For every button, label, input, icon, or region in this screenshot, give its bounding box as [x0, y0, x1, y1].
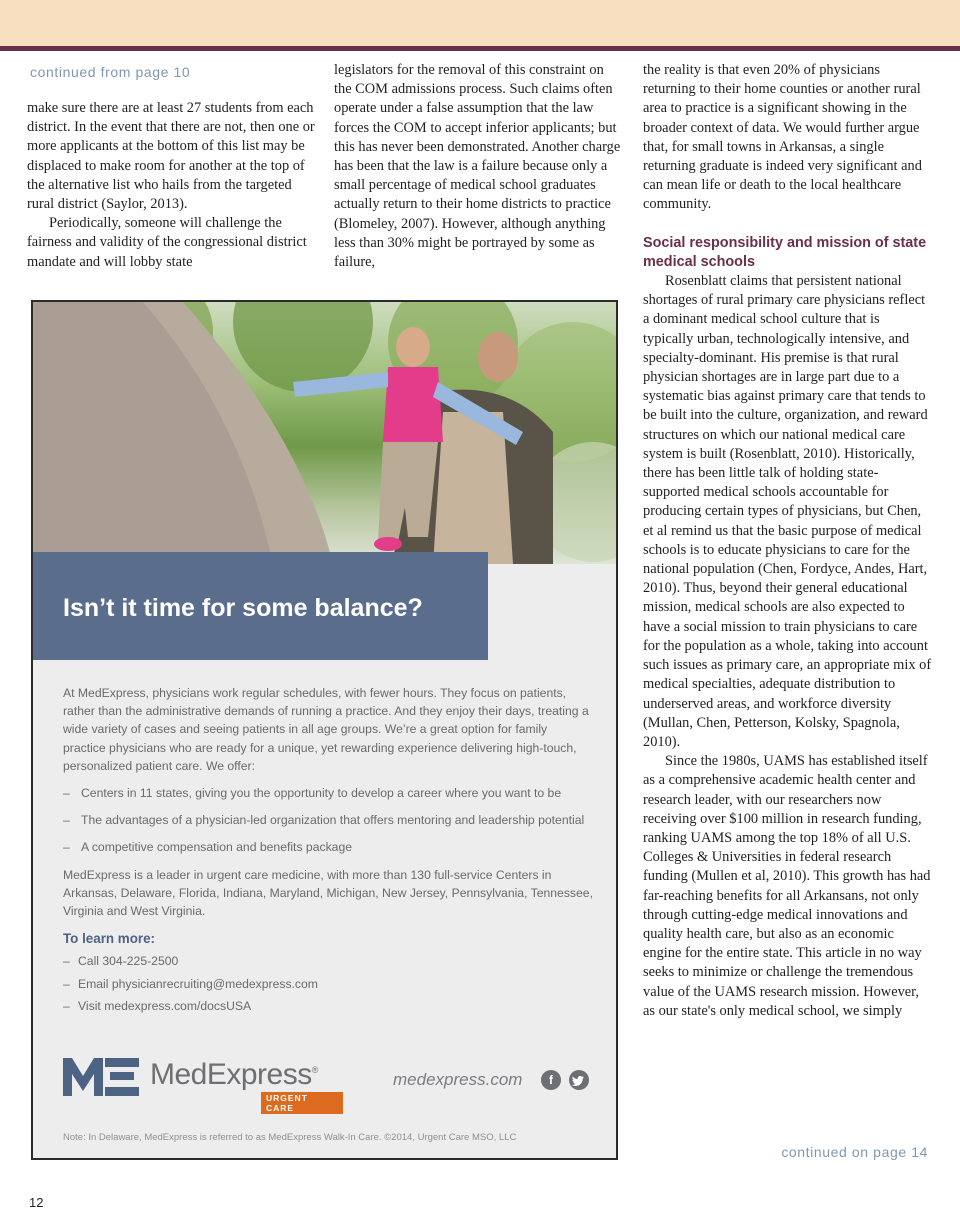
- list-item: – The advantages of a physician-led organization that offers mentoring and leadership potential: [63, 811, 593, 829]
- contact-list: [63, 952, 593, 1015]
- paragraph: the reality is that even 20% of physicians returning to their home counties or another rural area to practice is a significant showing in the broader context of data. We would further argue that, for small towns in Arkansas, a single returning graduate is indeed very significant and can mean life or death to the local healthcare community.: [643, 62, 922, 213]
- article-column-1: [27, 61, 315, 272]
- facebook-icon[interactable]: f: [541, 1070, 561, 1090]
- paragraph: Since the 1980s, UAMS has established itself as a comprehensive academic health center and research leader, with our researchers now receiving over $100 million in research funding, ranking UAMS among the top 18% of all U.S. Colleges & Universities in federal research funding (Mullen et al, 2010). This growth has had far-reaching benefits for all Arkansans, not only through cutting-edge medical innovations and quality health care, but also as an economic engine for the entire state. This article in no way seeks to minimize or challenge the tremendous value of the UAMS research mission. However, as our state's only medical school, we simply: [643, 753, 931, 1019]
- ad-intro-text: At MedExpress, physicians work regular schedules, with fewer hours. They focus on patients, rather than the administrative demands of running a practice. And they enjoy their days, treating a wide variety of cases and seeing patients in all age groups. We’re a great option for family practice physicians who are ready for a unique, yet rewarding experience delivering high-touch, personalized patient care. We offer:: [63, 686, 589, 773]
- logo-tagline: URGENT CARE: [261, 1092, 343, 1114]
- ad-company-info: MedExpress is a leader in urgent care medicine, with more than 130 full-service Centers in Arkansas, Delaware, Florida, Indiana, Maryland, Michigan, New Jersey, Pennsylvania, Tennessee, Virginia and West Virginia.: [63, 867, 593, 919]
- section-heading: Social responsibility and mission of state medical schools: [643, 234, 927, 270]
- paragraph: legislators for the removal of this constraint on the COM admissions process. Such claims often operate under a false assumption that the law forces the COM to accept inferior applicants; but this has never been demonstrated. Another charge has been that the law is a failure because only a small percentage of medical school graduates actually return to their home districts to practice (Blomeley, 2007). However, although anything less than 30% might be portrayed by some as failure,: [334, 62, 621, 271]
- learn-more-heading: To learn more:: [63, 931, 156, 947]
- continued-on-label: continued on page 14: [781, 1144, 928, 1160]
- medexpress-logo: [63, 1056, 343, 1113]
- twitter-icon[interactable]: [569, 1070, 589, 1090]
- ad-headline: Isn’t it time for some balance?: [63, 594, 423, 622]
- contact-phone[interactable]: – Call 304-225-2500: [63, 952, 593, 970]
- paragraph: Periodically, someone will challenge the fairness and validity of the congressional district mandate and will lobby state: [27, 215, 307, 270]
- ad-photo-illustration: [33, 302, 616, 564]
- registered-mark: ®: [311, 1065, 318, 1075]
- list-item: – A competitive compensation and benefits package: [63, 838, 593, 856]
- logo-wordmark: [150, 1058, 318, 1092]
- paragraph: make sure there are at least 27 students from each district. In the event that there are not, then one or more applicants at the bottom of this list may be displaced to make room for another at the top of the alternative list who hails from the targeted rural district (Saylor, 2013).: [27, 100, 315, 213]
- article-column-3: [643, 61, 933, 1021]
- ad-footnote: Note: In Delaware, MedExpress is referred to as MedExpress Walk-In Care. ©2014, Urgent Care MSO, LLC: [63, 1132, 517, 1143]
- contact-website[interactable]: – Visit medexpress.com/docsUSA: [63, 997, 593, 1015]
- continued-from-label: continued from page 10: [30, 64, 191, 80]
- ad-website-link[interactable]: medexpress.com: [393, 1070, 523, 1089]
- paragraph: Rosenblatt claims that persistent national shortages of rural primary care physicians reflect a dominant medical school culture that is typically urban, technologically intensive, and specialty-dominant. His premise is that rural physician shortages are in large part due to a systematic bias against primary care that tends to be built into the culture, organization, and reward structures on which our national medical care system is built (Rosenblatt, 2010). Historically, there has been little talk of holding state-supported medical schools accountable for producing certain types of physicians, but Chen, et al remind us that the basic purpose of medical schools is to educate physicians to care for the national population (Chen, Fordyce, Andes, Hart, 2010). Thus, beyond their general educational mission, medical schools are also expected to have a social mission to train physicians to care for the population as a whole, taking into account such issues as primary care, an appropriate mix of medical specialties, adequate distribution to underserved areas, and workforce diversity (Mullan, Chen, Petterson, Kolsky, Spagnola, 2010).: [643, 273, 932, 750]
- header-band: [0, 0, 960, 46]
- twitter-bird-glyph: [569, 1070, 589, 1090]
- contact-email[interactable]: – Email physicianrecruiting@medexpress.com: [63, 975, 593, 993]
- logo-text: MedExpress: [150, 1058, 312, 1091]
- ad-offer-list: [63, 784, 593, 857]
- medexpress-advertisement: [31, 300, 618, 1160]
- article-column-2: [334, 61, 624, 272]
- header-rule: [0, 46, 960, 51]
- list-item: – Centers in 11 states, giving you the opportunity to develop a career where you want to be: [63, 784, 593, 802]
- ad-photo: [33, 302, 616, 564]
- medexpress-logo-mark-icon: [63, 1056, 139, 1096]
- ad-body: [63, 684, 593, 1019]
- page-number: 12: [29, 1195, 44, 1210]
